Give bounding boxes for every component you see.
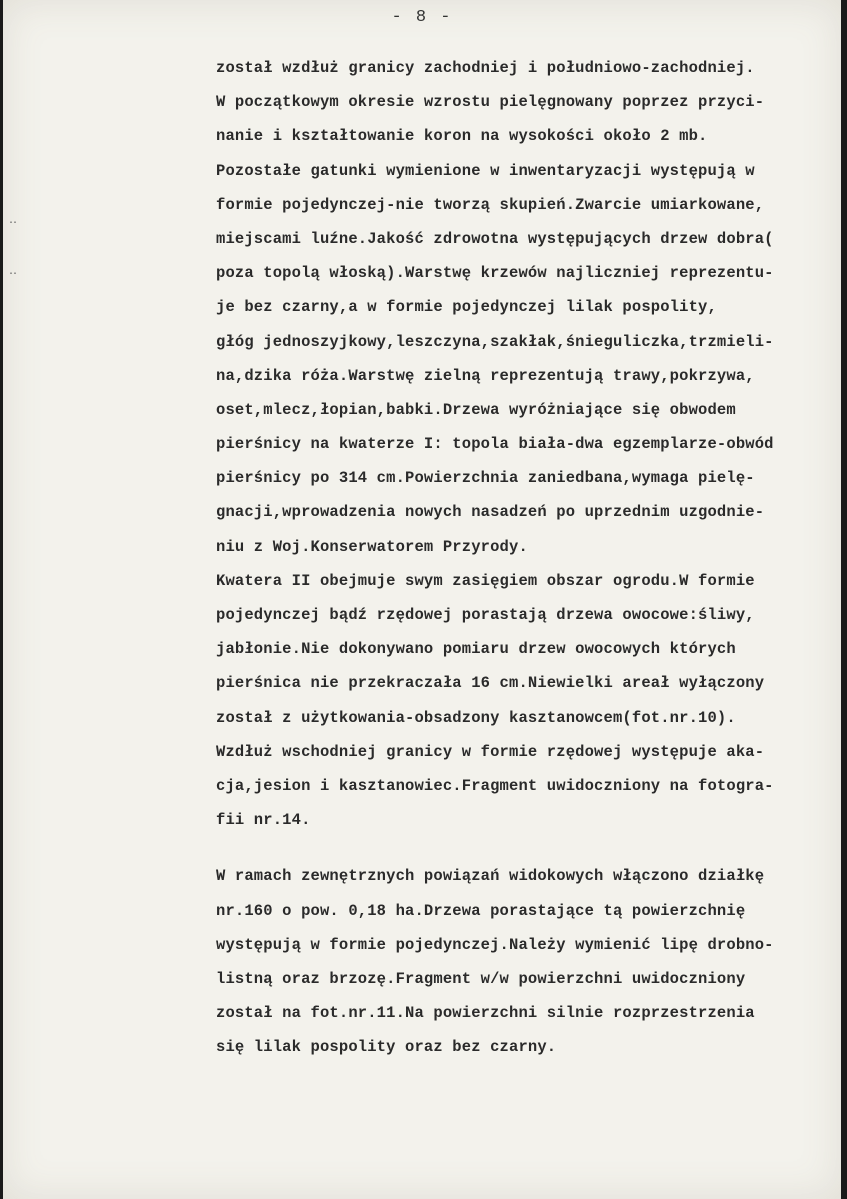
text-line: fii nr.14. <box>216 811 311 830</box>
text-line: pierśnica nie przekraczała 16 cm.Niewielki areał wyłączony <box>216 674 765 693</box>
text-line: Kwatera II obejmuje swym zasięgiem obszar ogrodu.W formie <box>216 571 755 590</box>
text-line: miejscami luźne.Jakość zdrowotna występujących drzew dobra( <box>216 229 774 248</box>
margin-mark: ‥ <box>9 213 20 227</box>
text-line: niu z Woj.Konserwatorem Przyrody. <box>216 537 528 556</box>
text-line: pierśnicy po 314 cm.Powierzchnia zaniedbana,wymaga pielę- <box>216 469 755 488</box>
text-line: głóg jednoszyjkowy,leszczyna,szakłak,śnieguliczka,trzmieli- <box>216 332 774 351</box>
text-line: W początkowym okresie wzrostu pielęgnowany poprzez przyci- <box>216 93 765 112</box>
page-number: - 8 - <box>391 8 453 27</box>
text-line: został z użytkowania-obsadzony kasztanowcem(fot.nr.10). <box>216 708 736 727</box>
text-line: na,dzika róża.Warstwę zielną reprezentują trawy,pokrzywa, <box>216 366 755 385</box>
body-text <box>216 51 836 1064</box>
text-line: się lilak pospolity oraz bez czarny. <box>216 1038 557 1057</box>
text-line: cja,jesion i kasztanowiec.Fragment uwidoczniony na fotogra- <box>216 776 774 795</box>
text-line: został na fot.nr.11.Na powierzchni silnie rozprzestrzenia <box>216 1004 755 1023</box>
text-line: W ramach zewnętrznych powiązań widokowych włączono działkę <box>216 867 765 886</box>
text-line: nr.160 o pow. 0,18 ha.Drzewa porastające tą powierzchnię <box>216 901 746 920</box>
text-line: pojedynczej bądź rzędowej porastają drzewa owocowe:śliwy, <box>216 606 755 624</box>
text-line: nanie i kształtowanie koron na wysokości około 2 mb. <box>216 127 708 146</box>
text-line: listną oraz brzozę.Fragment w/w powierzchni uwidoczniony <box>216 969 746 988</box>
text-line: formie pojedynczej-nie tworzą skupień.Zwarcie umiarkowane, <box>216 195 765 214</box>
text-line: Wzdłuż wschodniej granicy w formie rzędowej występuje aka- <box>216 742 765 761</box>
text-line: gnacji,wprowadzenia nowych nasadzeń po uprzednim uzgodnie- <box>216 503 765 522</box>
paragraph-gap <box>216 837 836 859</box>
text-line: pierśnicy na kwaterze I: topola biała-dwa egzemplarze-obwód <box>216 435 774 454</box>
document-page <box>3 0 841 1199</box>
text-line: występują w formie pojedynczej.Należy wymienić lipę drobno- <box>216 935 774 954</box>
text-line: oset,mlecz,łopian,babki.Drzewa wyróżniające się obwodem <box>216 400 736 419</box>
text-line: jabłonie.Nie dokonywano pomiaru drzew owocowych których <box>216 640 736 659</box>
margin-mark: ‥ <box>9 264 20 278</box>
text-line: został wzdłuż granicy zachodniej i południowo-zachodniej. <box>216 59 755 77</box>
text-line: poza topolą włoską).Warstwę krzewów najliczniej reprezentu- <box>216 264 774 283</box>
text-line: je bez czarny,a w formie pojedynczej lilak pospolity, <box>216 298 717 317</box>
text-line: Pozostałe gatunki wymienione w inwentaryzacji występują w <box>216 161 755 180</box>
